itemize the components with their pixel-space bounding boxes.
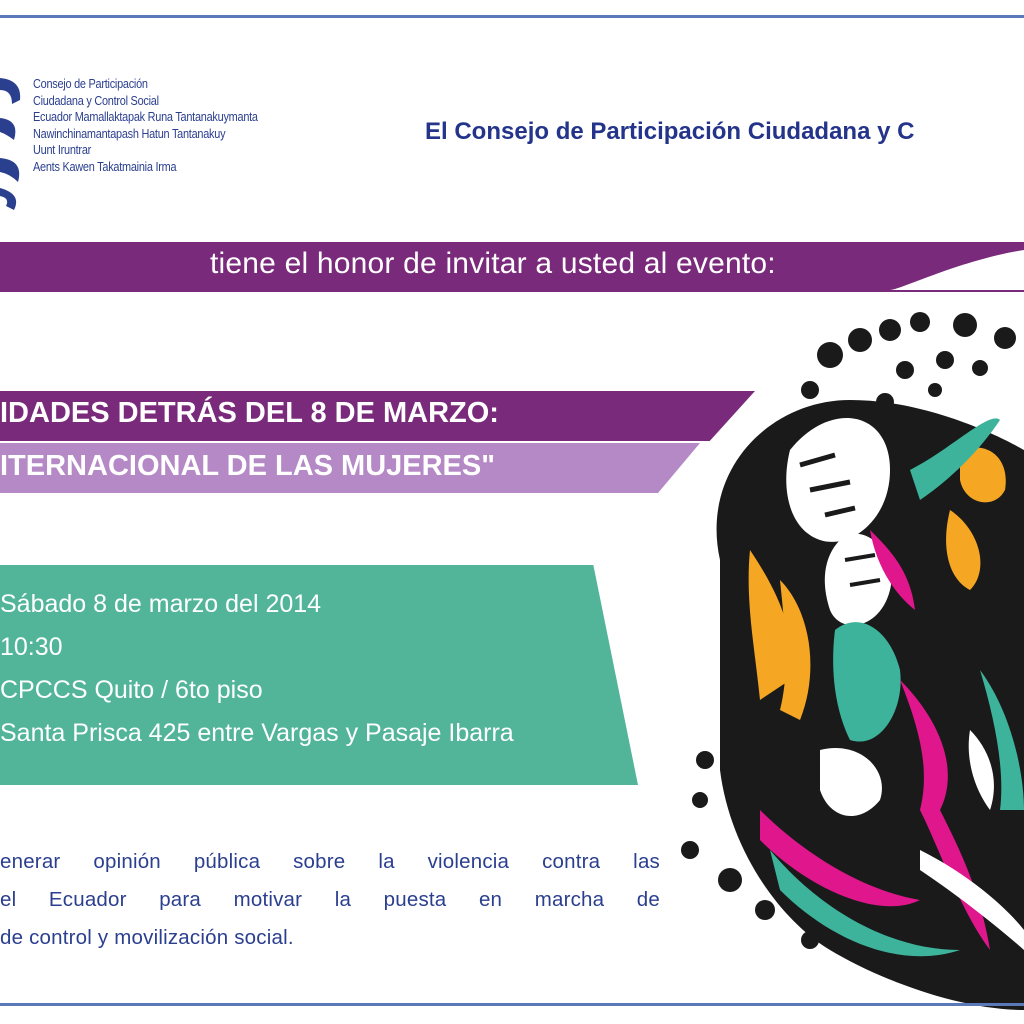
organization-line: Nawinchinamantapash Hatun Tantanakuy — [33, 125, 226, 141]
organization-line: Uunt Iruntrar — [33, 142, 92, 157]
cpccs-logo-icon — [0, 70, 30, 220]
organization-line: Ciudadana y Control Social — [33, 92, 159, 108]
description-line: el Ecuador para motivar la puesta en marcha de — [0, 888, 660, 911]
top-border-line — [0, 15, 1024, 18]
event-date: Sábado 8 de marzo del 2014 — [0, 590, 322, 618]
bottom-border-line — [0, 1003, 1024, 1006]
event-subtitle: ITERNACIONAL DE LAS MUJERES" — [0, 450, 495, 482]
organization-name-block — [33, 76, 393, 175]
event-venue: CPCCS Quito / 6to piso — [0, 676, 263, 704]
organization-line: Consejo de Participación — [33, 76, 148, 91]
council-title: El Consejo de Participación Ciudadana y C — [425, 118, 915, 145]
description-line: enerar opinión pública sobre la violencia contra las — [0, 850, 660, 873]
event-time: 10:30 — [0, 633, 63, 661]
invitation-text: tiene el honor de invitar a usted al evento: — [210, 247, 776, 280]
event-title: IDADES DETRÁS DEL 8 DE MARZO: — [0, 397, 499, 429]
event-address: Santa Prisca 425 entre Vargas y Pasaje Ibarra — [0, 719, 514, 747]
organization-line: Ecuador Mamallaktapak Runa Tantanakuymanta — [33, 109, 258, 124]
organization-line: Aents Kawen Takatmainia Irma — [33, 158, 177, 174]
women-artwork-illustration — [660, 250, 1024, 1010]
description-line: de control y movilización social. — [0, 926, 294, 949]
